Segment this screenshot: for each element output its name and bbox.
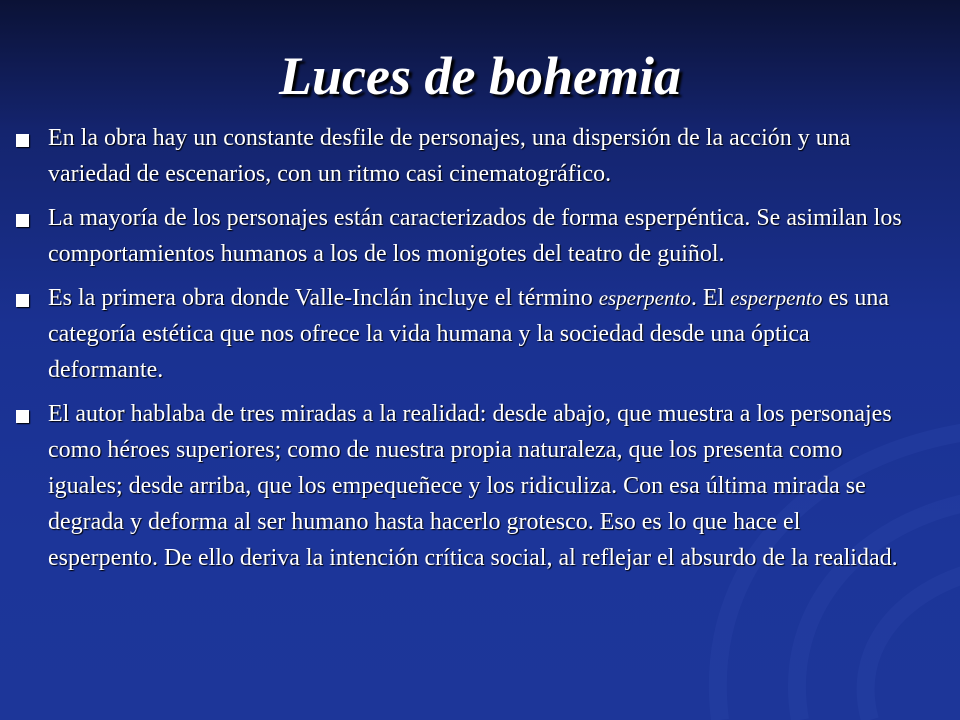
bullet-item-4 [16,396,916,576]
square-bullet-icon [16,134,29,147]
bullet-3-text-part-1: Es la primera obra donde Valle-Inclán incluye el término [48,285,599,311]
square-bullet-icon [16,214,29,227]
bullet-text-1: En la obra hay un constante desfile de personajes, una dispersión de la acción y una variedad de escenarios, con un ritmo casi cinematográfico. [48,125,851,187]
italic-term-esperpento: esperpento [598,286,691,310]
bullet-text-3 [48,285,889,383]
bullet-list [16,120,916,584]
bullet-3-text-part-2: . El [690,285,731,311]
italic-term-esperpento-2: esperpento [730,286,823,310]
bullet-item-3 [16,280,916,388]
bullet-3-text-part-3: es una categoría estética que nos ofrece la vida humana y la sociedad desde una óptica deformante. [48,285,889,383]
bullet-text-4: El autor hablaba de tres miradas a la realidad: desde abajo, que muestra a los personajes como héroes superiores; como de nuestra propia naturaleza, que los presenta como iguales; desde arriba, que los empequeñece y los ridiculiza. Con esa última mirada se degrada y deforma al ser humano hasta hacerlo grotesco. Eso es lo que hace el esperpento. De ello deriva la intención crítica social, al reflejar el absurdo de la realidad. [48,401,898,571]
square-bullet-icon [16,410,29,423]
bullet-item-2 [16,200,916,272]
square-bullet-icon [16,294,29,307]
slide-title: Luces de bohemia [279,46,681,106]
bullet-item-1 [16,120,916,192]
bullet-text-2: La mayoría de los personajes están caracterizados de forma esperpéntica. Se asimilan los comportamientos humanos a los de los monigotes del teatro de guiñol. [48,205,902,267]
